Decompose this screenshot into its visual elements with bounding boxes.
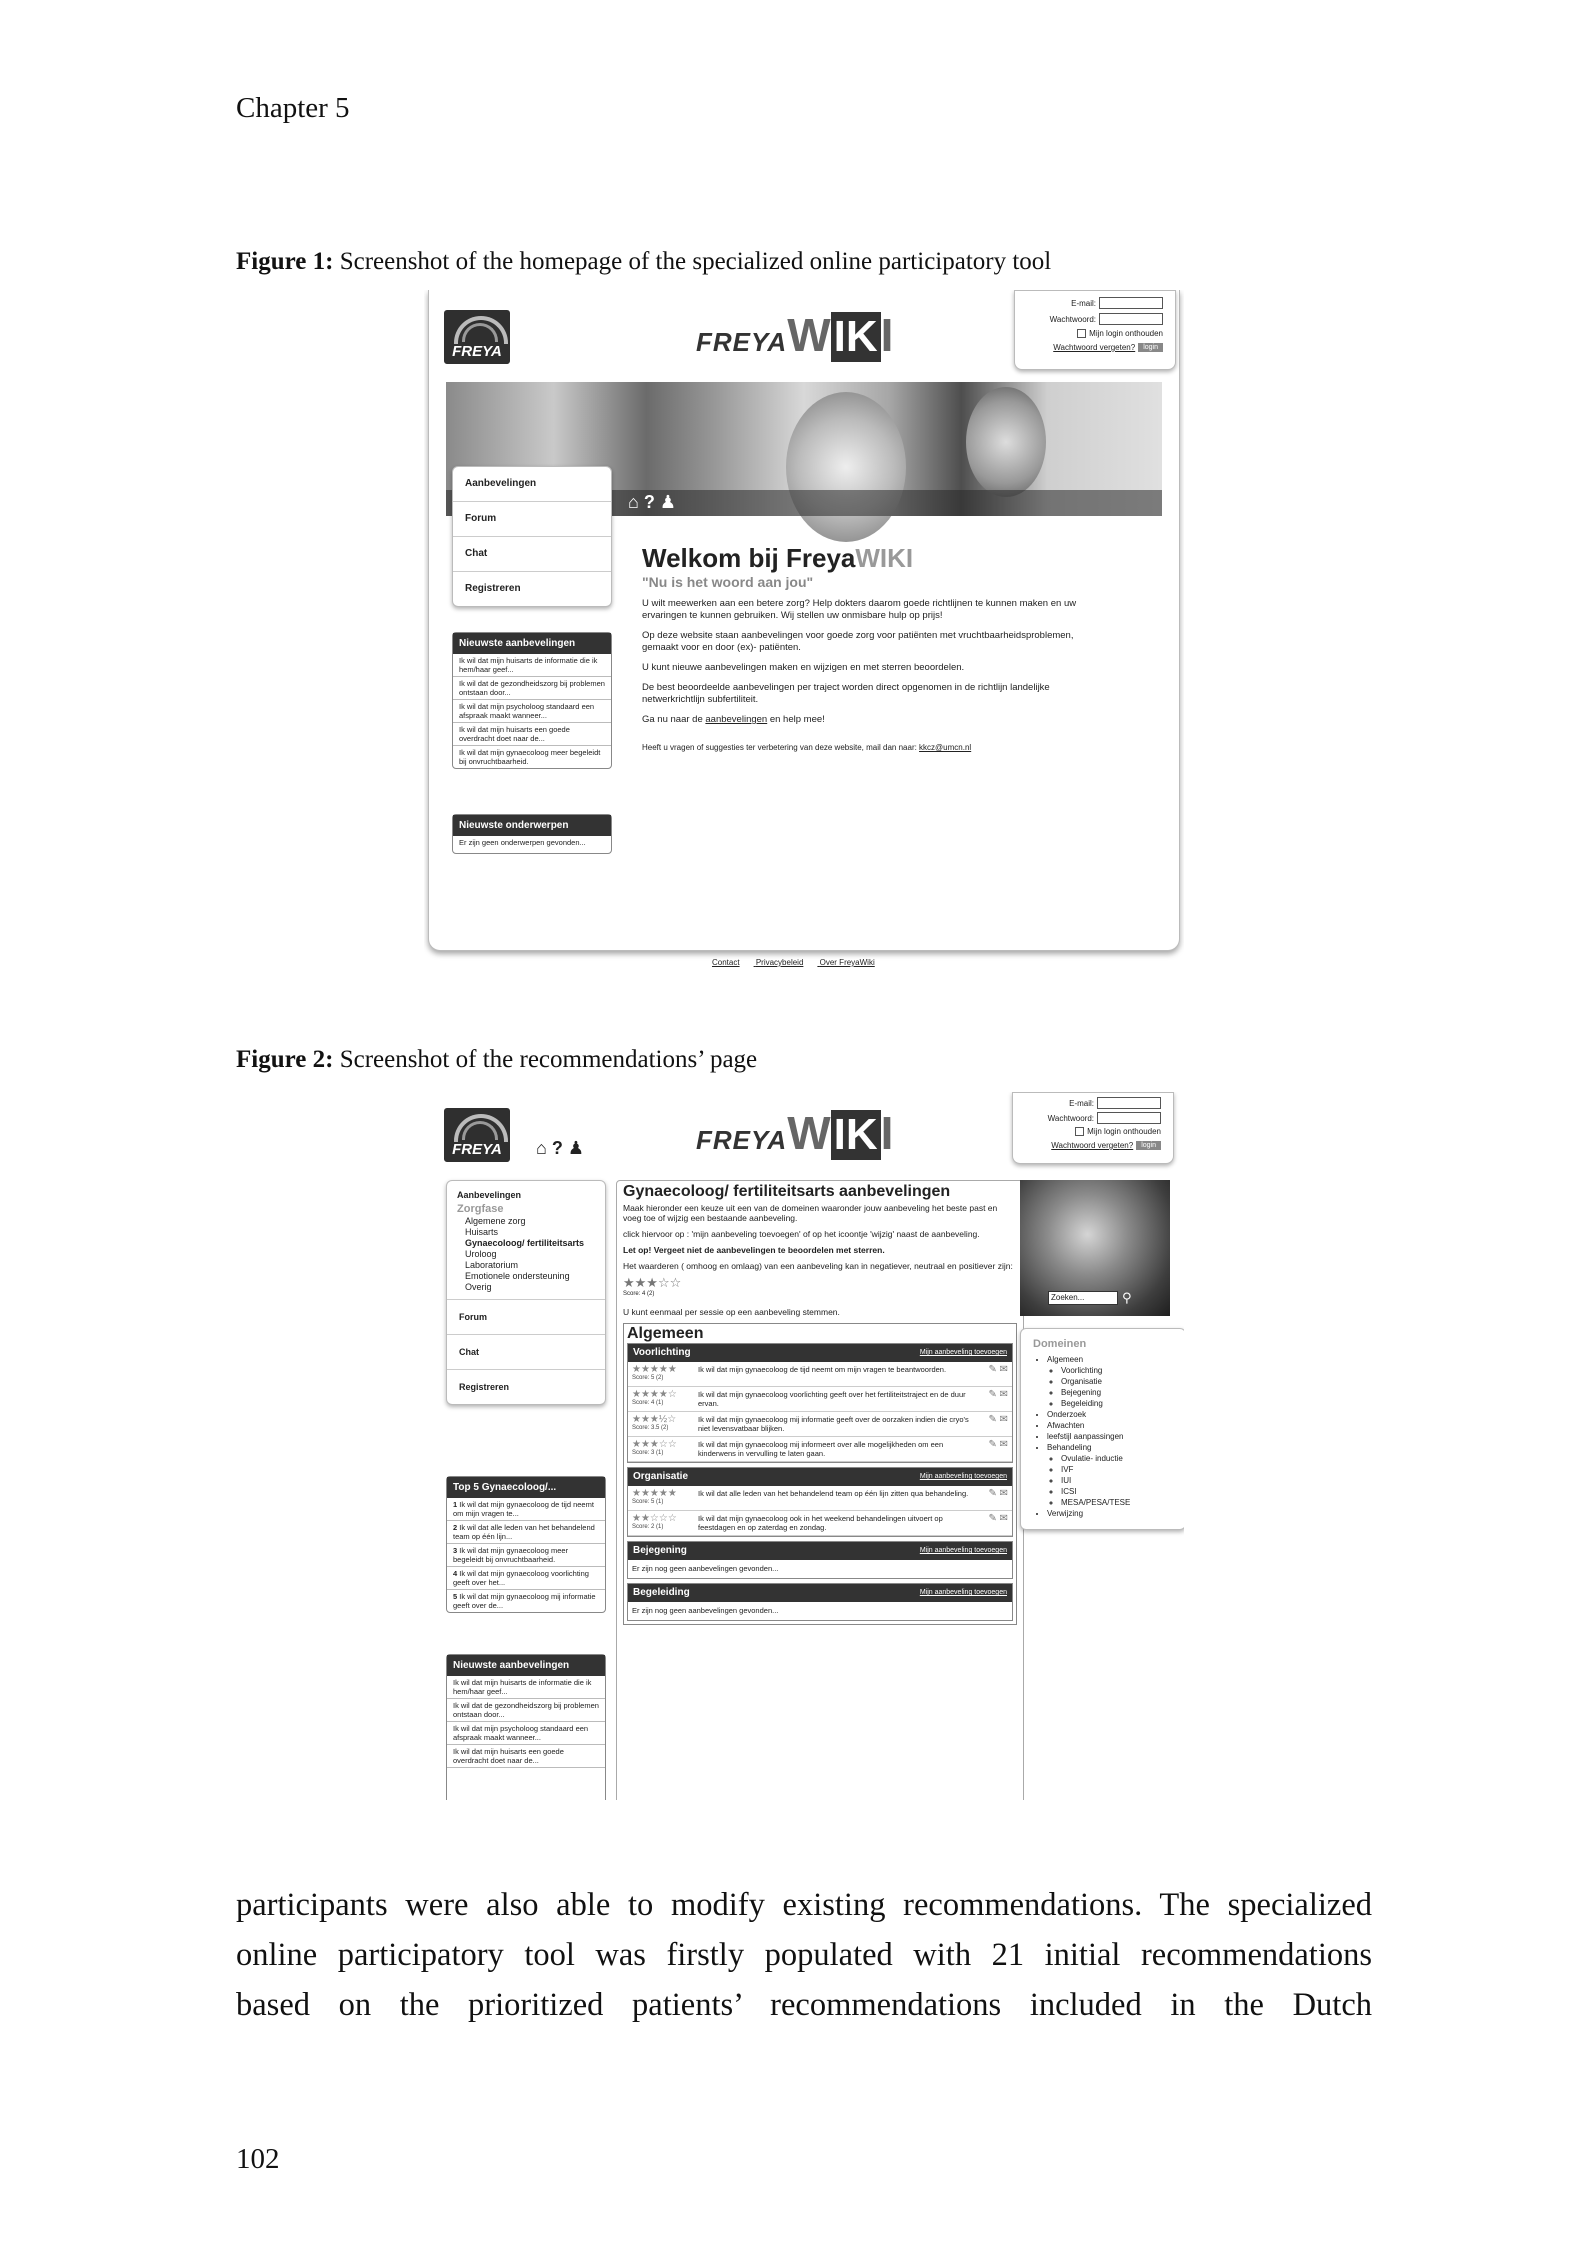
running-header: Chapter 5: [236, 92, 350, 124]
remember-checkbox[interactable]: [1077, 329, 1086, 338]
category-title: Voorlichting: [633, 1347, 691, 1358]
recommendation-row: [628, 1387, 1012, 1412]
recommendation-row: [628, 1486, 1012, 1511]
figure2-screenshot: [424, 1092, 1184, 1800]
nav-aanbevelingen[interactable]: Aanbevelingen: [457, 1190, 522, 1200]
figure1-caption-text: Screenshot of the homepage of the specialized online participatory tool: [333, 248, 1052, 275]
welcome-paragraph: U wilt meewerken aan een betere zorg? Help dokters daarom goede richtlijnen te kunnen maken en uw ervaringen te kunnen gebruiken. Wij stellen uw onmisbare hulp op prijs!: [642, 598, 1077, 621]
latest-topics-title: Nieuwste onderwerpen: [453, 815, 611, 836]
email-field[interactable]: [1097, 1097, 1161, 1109]
top5-title: Top 5 Gynaecoloog/...: [447, 1477, 605, 1498]
edit-comment-icon[interactable]: ✎ ✉: [988, 1513, 1008, 1524]
section-algemeen: [623, 1323, 1017, 1625]
email-field[interactable]: [1099, 297, 1163, 309]
login-box: E-mail: Wachtwoord: Mijn login onthouden Wachtwoord vergeten? login: [1012, 1092, 1174, 1164]
rating-stars-icon[interactable]: ★★★★★ Score: 5 (2): [632, 1365, 698, 1383]
search-input[interactable]: Zoeken...: [1048, 1291, 1118, 1305]
search-bar: [1048, 1290, 1132, 1306]
list-item[interactable]: Ik wil dat mijn huisarts een goede overdracht doet naar de...: [447, 1745, 605, 1768]
list-item[interactable]: 3 Ik wil dat mijn gynaecoloog meer begeleidt bij onvruchtbaarheid.: [447, 1544, 605, 1567]
category-begeleiding: [627, 1583, 1013, 1621]
list-item[interactable]: Ik wil dat mijn gynaecoloog meer begeleidt bij onvruchtbaarheid.: [459, 748, 601, 766]
nav-phase-item[interactable]: Uroloog: [465, 1249, 497, 1259]
list-item[interactable]: Ik wil dat mijn huisarts de informatie die ik hem/haar geef...: [447, 1676, 605, 1699]
edit-comment-icon[interactable]: ✎ ✉: [988, 1414, 1008, 1425]
nav-aanbevelingen[interactable]: Aanbevelingen: [453, 467, 611, 502]
nav-forum[interactable]: Forum: [447, 1300, 605, 1335]
latest-recommendations-box: [452, 632, 612, 769]
latest-recommendations-title: Nieuwste aanbevelingen: [447, 1655, 605, 1676]
footer-privacy-link[interactable]: Privacybeleid: [755, 958, 804, 967]
list-item[interactable]: Ik wil dat mijn psycholoog standaard een afspraak maakt wanneer...: [453, 700, 611, 723]
category-header: [628, 1344, 1012, 1362]
score-label: Score: 5 (1): [632, 1499, 664, 1505]
intro-paragraph: click hiervoor op : 'mijn aanbeveling toevoegen' of op het icoontje 'wijzig' naast de aanbeveling.: [623, 1229, 980, 1239]
nav-phase-item[interactable]: Huisarts: [465, 1227, 499, 1237]
rating-stars-icon[interactable]: ★★★★☆ Score: 4 (1): [632, 1390, 698, 1408]
edit-comment-icon[interactable]: ✎ ✉: [988, 1439, 1008, 1450]
nav-phase-item[interactable]: Overig: [465, 1282, 492, 1292]
score-label: Score: 3.5 (2): [632, 1425, 669, 1431]
figure1-screenshot: [424, 290, 1184, 970]
welcome-paragraph: Op deze website staan aanbevelingen voor goede zorg voor patiënten met vruchtbaarheidsproblemen, gemaakt voor en door (ex)- patiënten.: [642, 630, 1074, 653]
list-item: Er zijn geen onderwerpen gevonden...: [459, 838, 586, 847]
example-score: Score: 4 (2): [623, 1291, 655, 1297]
category-header: [628, 1584, 1012, 1602]
main-nav: [452, 466, 612, 607]
domain-item[interactable]: • Afwachten: [1047, 1420, 1179, 1431]
add-recommendation-link[interactable]: Mijn aanbeveling toevoegen: [919, 1349, 1007, 1356]
domains-title: Domeinen: [1033, 1338, 1087, 1350]
category-voorlichting: [627, 1343, 1013, 1463]
rating-stars-icon[interactable]: ★★☆☆☆ Score: 2 (1): [632, 1514, 698, 1532]
subdomain-item[interactable]: ◦ Begeleiding: [1061, 1398, 1179, 1409]
figure2-caption-text: Screenshot of the recommendations’ page: [333, 1046, 758, 1073]
welcome-paragraph: U kunt nieuwe aanbevelingen maken en wijzigen en met sterren beoordelen.: [642, 662, 965, 673]
list-item[interactable]: Ik wil dat mijn psycholoog standaard een afspraak maakt wanneer...: [447, 1722, 605, 1745]
score-label: Score: 4 (1): [632, 1400, 664, 1406]
email-link[interactable]: kkcz@umcn.nl: [919, 743, 972, 752]
subdomain-item[interactable]: ◦ Organisatie: [1061, 1376, 1179, 1387]
subdomain-item[interactable]: ◦ Voorlichting: [1061, 1365, 1179, 1376]
welcome-paragraph: De best beoordeelde aanbevelingen per traject worden direct opgenomen in de richtlijn landelijke netwerkrichtlijn subfertiliteit.: [642, 682, 1050, 705]
header-icons[interactable]: ⌂ ? ♟: [628, 492, 677, 512]
edit-comment-icon[interactable]: ✎ ✉: [988, 1488, 1008, 1499]
category-organisatie: [627, 1467, 1013, 1537]
domain-item[interactable]: • Verwijzing: [1047, 1508, 1179, 1519]
example-rating-stars-icon: ★★★☆☆: [623, 1275, 682, 1290]
add-recommendation-link[interactable]: Mijn aanbeveling toevoegen: [919, 1589, 1007, 1596]
edit-comment-icon[interactable]: ✎ ✉: [988, 1389, 1008, 1400]
add-recommendation-link[interactable]: Mijn aanbeveling toevoegen: [919, 1473, 1007, 1480]
login-box: E-mail: Wachtwoord: Mijn login onthouden Wachtwoord vergeten? login: [1014, 290, 1176, 370]
recommendation-text: Ik wil dat mijn gynaecoloog ook in het weekend behandelingen uitvoert op feestdagen en op zaterdag en zondag.: [698, 1514, 943, 1532]
footer-contact-link[interactable]: Contact: [712, 958, 740, 967]
recommendation-text: Ik wil dat alle leden van het behandelend team op één lijn zitten qua behandeling.: [698, 1489, 969, 1498]
top5-box: [446, 1476, 606, 1613]
aanbevelingen-link[interactable]: aanbevelingen: [705, 714, 768, 725]
latest-recommendations-box: [446, 1654, 606, 1800]
forgot-password-link[interactable]: Wachtwoord vergeten?: [1051, 1141, 1134, 1150]
recommendation-text: Ik wil dat mijn gynaecoloog voorlichting geeft over het fertiliteitstraject en de duur ervan.: [698, 1390, 966, 1408]
domain-item[interactable]: • Algemeen ◦ Voorlichting ◦ Organisatie ◦ Bejegening ◦ Begeleiding: [1047, 1354, 1179, 1409]
latest-topics-box: [452, 814, 612, 854]
main-nav: [446, 1180, 606, 1405]
rating-stars-icon[interactable]: ★★★½☆ Score: 3.5 (2): [632, 1415, 698, 1433]
search-icon[interactable]: ⚲: [1122, 1290, 1132, 1305]
empty-message: Er zijn nog geen aanbevelingen gevonden...: [632, 1564, 779, 1573]
category-title: Bejegening: [633, 1545, 687, 1556]
score-label: Score: 2 (1): [632, 1524, 664, 1530]
category-header: [628, 1468, 1012, 1486]
freyawiki-logo: FREYAWIKI: [696, 309, 894, 361]
body-line: based on the prioritized patients’ recommendations included in the Dutch: [236, 1987, 1372, 2023]
password-field[interactable]: [1099, 313, 1163, 325]
recommendation-text: Ik wil dat mijn gynaecoloog de tijd neemt om mijn vragen te beantwoorden.: [698, 1365, 947, 1374]
body-line: participants were also able to modify existing recommendations. The specialized: [236, 1887, 1372, 1923]
subdomain-item[interactable]: ◦ Bejegening: [1061, 1387, 1179, 1398]
domain-item[interactable]: • Onderzoek: [1047, 1409, 1179, 1420]
score-label: Score: 5 (2): [632, 1375, 664, 1381]
list-item[interactable]: Ik wil dat mijn huisarts de informatie die ik hem/haar geef...: [453, 654, 611, 677]
password-field[interactable]: [1097, 1112, 1161, 1124]
forgot-password-link[interactable]: Wachtwoord vergeten?: [1053, 343, 1136, 352]
subdomain-item[interactable]: ◦ Ovulatie- inductie: [1061, 1453, 1179, 1464]
remember-checkbox[interactable]: [1075, 1127, 1084, 1136]
list-item[interactable]: 1 Ik wil dat mijn gynaecoloog de tijd neemt om mijn vragen te...: [447, 1498, 605, 1521]
recommendation-row: [628, 1437, 1012, 1462]
empty-message: Er zijn nog geen aanbevelingen gevonden...: [632, 1606, 779, 1615]
body-line: online participatory tool was firstly populated with 21 initial recommendations: [236, 1937, 1372, 1973]
recommendation-text: Ik wil dat mijn gynaecoloog mij informeert over alle mogelijkheden om een kinderwens in vervulling te laten gaan.: [698, 1440, 944, 1458]
nav-registreren[interactable]: Registreren: [465, 583, 521, 594]
domain-item[interactable]: • Behandeling ◦ Ovulatie- inductie ◦ IVF ◦ IUI ◦ ICSI ◦ MESA/PESA/TESE: [1047, 1442, 1179, 1508]
login-button[interactable]: login: [1138, 343, 1163, 352]
list-item[interactable]: 4 Ik wil dat mijn gynaecoloog voorlichting geeft over het...: [447, 1567, 605, 1590]
nav-phase-item[interactable]: Algemene zorg: [465, 1216, 526, 1226]
intro-paragraph: U kunt eenmaal per sessie op een aanbeveling stemmen.: [623, 1307, 840, 1317]
intro-paragraph: Let op! Vergeet niet de aanbevelingen te beoordelen met sterren.: [623, 1245, 885, 1255]
category-title: Begeleiding: [633, 1587, 690, 1598]
nav-chat[interactable]: Chat: [447, 1335, 605, 1370]
welcome-content: [642, 543, 1112, 762]
section-title: Algemeen: [627, 1325, 704, 1342]
list-item[interactable]: Ik wil dat de gezondheidszorg bij problemen ontstaan door...: [447, 1699, 605, 1722]
header-icons[interactable]: ⌂ ? ♟: [536, 1138, 585, 1158]
list-item[interactable]: Ik wil dat de gezondheidszorg bij problemen ontstaan door...: [453, 677, 611, 700]
nav-phase-item-active[interactable]: Gynaecoloog/ fertiliteitsarts: [465, 1238, 585, 1248]
intro-paragraph: Het waarderen ( omhoog en omlaag) van een aanbeveling kan in negatiever, neutraal en positiever zijn:: [623, 1261, 1013, 1271]
domain-item[interactable]: • leefstijl aanpassingen: [1047, 1431, 1179, 1442]
subdomain-item[interactable]: ◦ MESA/PESA/TESE: [1061, 1497, 1179, 1508]
page-number: 102: [236, 2143, 280, 2175]
freya-logo: FREYA: [444, 310, 510, 364]
rating-stars-icon[interactable]: ★★★★★ Score: 5 (1): [632, 1489, 698, 1507]
nav-phase-item[interactable]: Emotionele ondersteuning: [465, 1271, 570, 1281]
nav-zorgfase: Zorgfase: [457, 1203, 504, 1215]
nav-forum[interactable]: Forum: [453, 502, 611, 537]
domains-list: [1033, 1354, 1179, 1519]
figure2-label: Figure 2:: [236, 1046, 334, 1073]
recommendation-row: [628, 1412, 1012, 1437]
subdomain-item[interactable]: ◦ ICSI: [1061, 1486, 1179, 1497]
welcome-subtitle: "Nu is het woord aan jou": [642, 574, 814, 590]
recommendations-main: [616, 1180, 1024, 1800]
intro-paragraph: Maak hieronder een keuze uit een van de domeinen waaronder jouw aanbeveling het beste past en voeg toe of wijzig een bestaande aanbeveling.: [623, 1203, 998, 1223]
body-paragraph: [236, 1880, 1372, 2030]
nav-registreren[interactable]: Registreren: [459, 1382, 510, 1392]
subdomain-item[interactable]: ◦ IVF: [1061, 1464, 1179, 1475]
welcome-paragraph: Ga nu naar de aanbevelingen en help mee!: [642, 714, 825, 725]
add-recommendation-link[interactable]: Mijn aanbeveling toevoegen: [919, 1547, 1007, 1554]
rating-stars-icon[interactable]: ★★★☆☆ Score: 3 (1): [632, 1440, 698, 1458]
freyawiki-logo: FREYAWIKI: [696, 1107, 894, 1159]
score-label: Score: 3 (1): [632, 1450, 664, 1456]
recommendation-row: [628, 1362, 1012, 1387]
freya-logo: FREYA: [444, 1108, 510, 1162]
list-item[interactable]: Ik wil dat mijn huisarts een goede overdracht doet naar de...: [453, 723, 611, 746]
recommendation-row: [628, 1511, 1012, 1536]
welcome-title: Welkom bij FreyaWIKI: [642, 543, 914, 573]
figure2-caption: [236, 1046, 757, 1074]
category-header: [628, 1542, 1012, 1560]
recommendation-text: Ik wil dat mijn gynaecoloog mij informatie geeft over de oorzaken indien die cryo's niet levensvatbaar blijken.: [698, 1415, 969, 1433]
figure1-label: Figure 1:: [236, 248, 334, 275]
subdomain-item[interactable]: ◦ IUI: [1061, 1475, 1179, 1486]
footer-links: [712, 958, 889, 967]
contact-note: Heeft u vragen of suggesties ter verbetering van deze website, mail dan naar: kkcz@umcn.nl: [642, 743, 972, 752]
edit-comment-icon[interactable]: ✎ ✉: [988, 1364, 1008, 1375]
category-title: Organisatie: [633, 1471, 689, 1482]
list-item[interactable]: 2 Ik wil dat alle leden van het behandelend team op één lijn...: [447, 1521, 605, 1544]
nav-phase-item[interactable]: Laboratorium: [465, 1260, 519, 1270]
nav-chat[interactable]: Chat: [453, 537, 611, 572]
category-bejegening: [627, 1541, 1013, 1579]
page-title: Gynaecoloog/ fertiliteitsarts aanbevelingen: [623, 1183, 951, 1200]
footer-about-link[interactable]: Over FreyaWiki: [819, 958, 875, 967]
latest-recommendations-title: Nieuwste aanbevelingen: [453, 633, 611, 654]
login-button[interactable]: login: [1136, 1141, 1161, 1150]
domains-box: [1020, 1328, 1184, 1530]
figure1-caption: [236, 248, 1051, 276]
list-item[interactable]: 5 Ik wil dat mijn gynaecoloog mij informatie geeft over de...: [453, 1592, 596, 1610]
